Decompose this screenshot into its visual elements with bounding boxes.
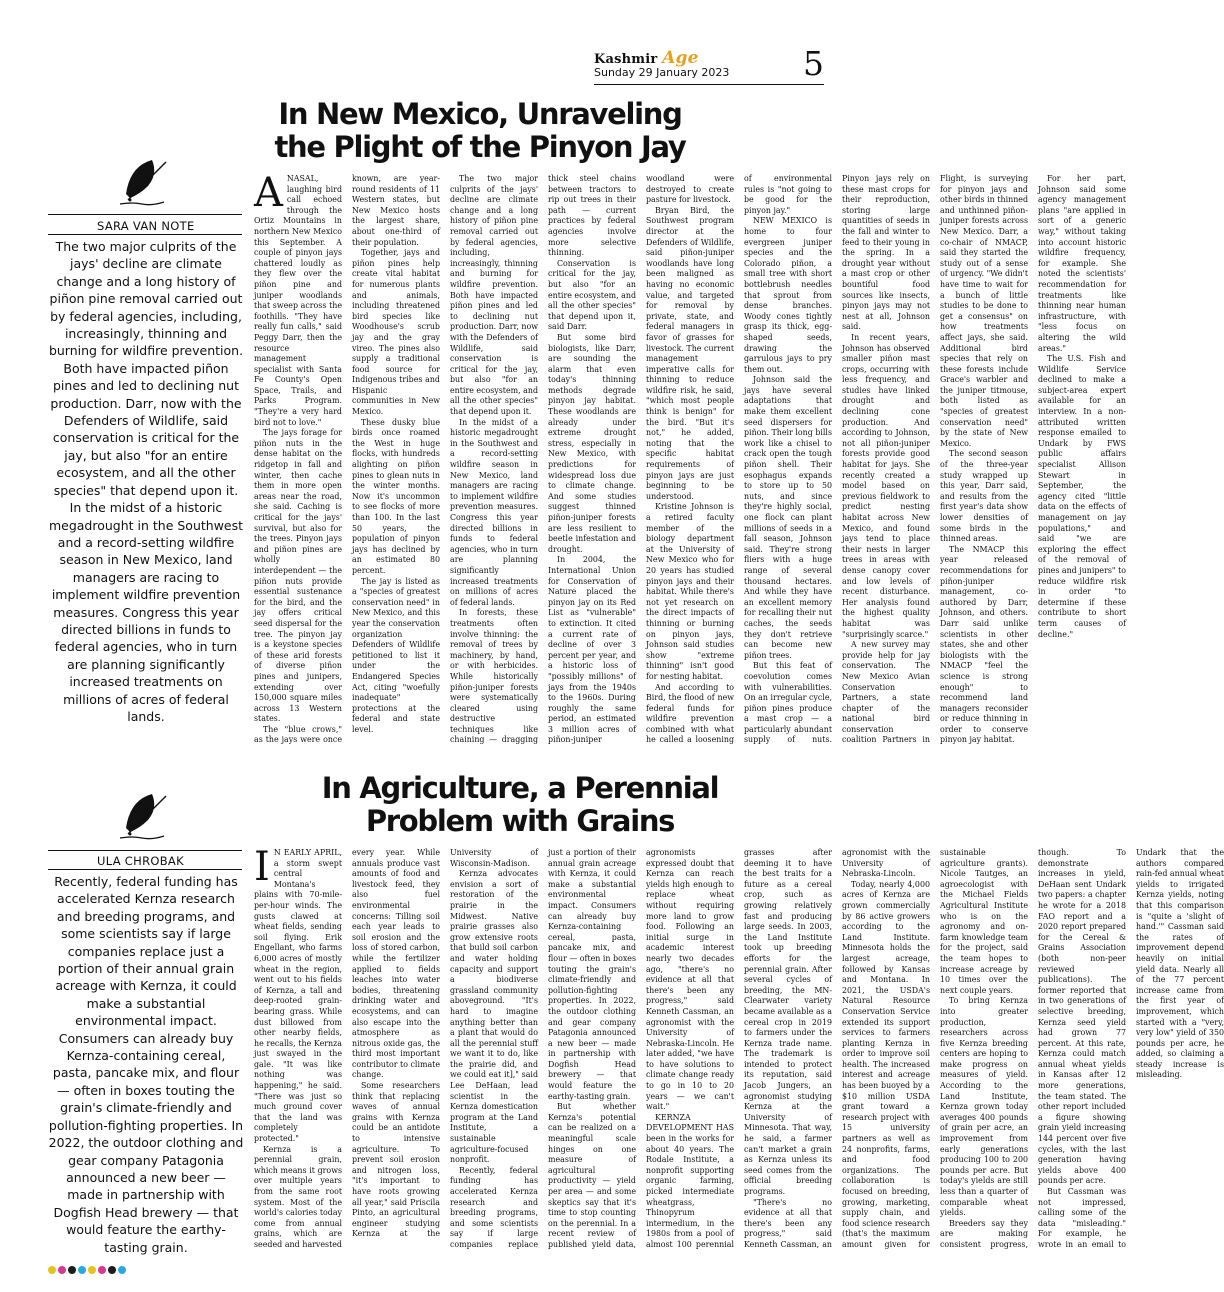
story1-paragraph: The U.S. Fish and Wildlife Service declined to make a subject-area expert available for an interview. In a non-attributed written response emailed to Undark by FWS public affairs specialist Allison Stewart in September, the agency cited "little data on the effects of management on jay populations," and said "we are exploring the effect of the removal of pines and junipers" to reduce wildfire risk in order "to determine if these contribute to short term causes of decline." — [1038, 354, 1126, 639]
story1-paragraph: Together, jays and piñon pines help create vital habitat for numerous plants and animals, including threatened bird species like Woodhouse's scrub jay and the gray vireo. The pines also supply a traditional food source for Indigenous tribes and Hispanic communities in New Mexico. — [352, 248, 440, 417]
page-number: 5 — [803, 44, 824, 83]
story1-paragraph: Kristine Johnson is a retired faculty member of the biology department at the University of New Mexico who for 20 years has studied pinyon jays and their habitat. While there's not yet research on the direct impacts of thinning or burning on pinyon jays, Johnson said studies show "extreme thinning" isn't good for nesting habitat. — [646, 502, 734, 681]
story2-pullquote: Recently, federal funding has accelerated Kernza research and breeding programs, and some scientists say if large companies replace just a portion of their annual grain acreage with Kernza, it could make a substantial environmental impact. Consumers can already buy Kernza-containing cereal, pasta, pancake mix, and flour — often in boxes touting the grain's climate-friendly and pollution-fighting properties. In 2022, the outdoor clothing and gear company Patagonia announced a new beer — made in partnership with Dogfish Head brewery — that would feature the earthy-tasting grain. — [48, 874, 244, 1255]
story1-paragraph: In forests, these treatments often involve thinning: the removal of trees by machinery, by hand, or with herbicides. While historically piñon-juniper forests were systematically cleared using destructive techniques like chaining — dragging thick steel chains between tractors to rip out trees in their path — current practices by federal agencies involve more selective thinning. — [450, 174, 636, 745]
story1-paragraph: For her part, Johnson said some agency management plans "are applied in sort of a generic way," without taking into account historic wildfire frequency, for example. She noted the scientists' recommendation for treatments like thinning near human infrastructure, with "less focus on altering the wild areas." — [1038, 174, 1126, 353]
story1-paragraph: Johnson said the jays have several adaptations that make them excellent seed dispersers for piñon. Their long bills work like a chisel to crack open the tough piñon shell. Their esophagus expands to store up to 50 nuts, and since they're highly social, one flock can plant millions of seeds in a fall season, Johnson said. They're strong fliers with a huge range of several thousand hectares. And while they have an excellent memory for recalling their nut caches, the seeds they don't retrieve can become new piñon trees. — [744, 375, 832, 660]
story2-headline-line1: In Agriculture, a Perennial — [321, 771, 719, 805]
story2-paragraph: I N EARLY APRIL, a storm swept central Montana's plains with 70-mile-per-hour winds. The gusts clawed at wheat fields, sending soil flying. Erik Engellant, who farms 6,000 acres of mostly wheat in the region, went out to his fields of Kernza, a tall and deep-rooted grain-bearing grass. While dust billowed from other nearby fields, he recalls, the Kernza just swayed in the gale. "It was like nothing was happening," he said. "There was just so much ground cover that the land was completely protected." — [254, 844, 342, 1144]
brand-logo — [594, 48, 699, 68]
story1-paragraph: The "blue crows," as the jays were once known, are year-round residents of 11 Western states, but New Mexico hosts the largest share, about one-third of their population. — [254, 174, 440, 745]
story2-author-rule-top — [48, 850, 242, 851]
story1-paragraph: NEW MEXICO is home to four evergreen juniper species and the Colorado piñon, a small tree with short bottlebrush needles that sprout from dense branches. Woody cones tightly grasp its thick, egg-shaped seeds, drawing the garrulous jays to pry them out. — [744, 216, 832, 374]
story1-paragraph: The second season of the three-year study wrapped up this year, Darr said, and results from the first year's data show lower densities of some birds in the thinned areas. — [940, 449, 1028, 544]
story1-pullquote: The two major culprits of the jays' decline are climate change and a long history of piñon pine removal carried out by federal agencies, including, increasingly, thinning and burning for wildfire prevention. Both have impacted piñon pines and led to declining nut production. Darr, now with the Defenders of Wildlife, said conservation is critical for the jay, but also "for an entire ecosystem, and all the other species" that depend upon it. In the midst of a historic megadrought in the Southwest and a record-setting wildfire season in New Mexico, land managers are racing to implement wildfire prevention measures. Congress this year directed billions in funds to federal agencies, who in turn are planning significantly increased treatments on millions of acres of federal lands. — [48, 239, 244, 724]
story1-body — [254, 170, 1126, 750]
story1-headline-line1: In New Mexico, Unraveling — [278, 97, 682, 131]
story1-paragraph: In the midst of a historic megadrought in the Southwest and a record-setting wildfire season in New Mexico, land managers are racing to implement wildfire prevention measures. Congress this year directed billions in funds to federal agencies, who in turn are planning significantly increased treatments on millions of acres of federal lands. — [450, 417, 538, 607]
story2-headline — [260, 772, 780, 839]
story2-paragraph: Recently, federal funding has accelerated Kernza research and breeding programs, and some scientists say if large companies replace just a portion of their annual grain acreage with Kernza, it could make a substantial environmental impact. Consumers can already buy Kernza-containing cereal, pasta, pancake mix, and flour — often in boxes touting the grain's climate-friendly and pollution-fighting properties. In 2022, the outdoor clothing and gear company Patagonia announced a new beer — made in partnership with Dogfish Head brewery — that would feature the earthy-tasting grain. — [450, 848, 636, 1249]
story1-author-rule-bottom — [48, 234, 242, 235]
story1-paragraph: The NMACP this year released recommendations for piñon-juniper management, co-authored by Darr, Johnson, and others. Darr said unlike scientists in other states, she and other biologists with the NMACP "feel the science is strong enough" to recommend land managers reconsider or reduce thinning in order to conserve pinyon jay habitat. — [940, 544, 1028, 745]
story1-paragraph: But some bird biologists, like Darr, are sounding the alarm that even today's thinning methods degrade pinyon jay habitat. These woodlands are already under extreme drought stress, especially in New Mexico, with predictions for widespread loss due to climate change. And some studies suggest thinned piñon-juniper forests are less resilient to beetle infestation and drought. — [548, 332, 636, 554]
story1-paragraph: In recent years, Johnson has observed smaller piñon mast crops, occurring with less frequency, and studies have linked drought and declining cone production. And according to Johnson, not all piñon-juniper forests provide good habitat for jays. She recently created a model based on previous fieldwork to predict nesting habitat across New Mexico, and found jays tend to place their nests in larger trees in areas with dense canopy cover and low levels of recent disturbance. Her analysis found the highest quality habitat was "surprisingly scarce." — [842, 332, 930, 639]
story1-author-rule-top — [48, 214, 242, 215]
story1-paragraph: A new survey may provide help for jay conservation. The New Mexico Avian Conservation Partners, a state chapter of the national bird conservation coalition Partners in Flight, is surveying for pinyon jays and other birds in thinned and unthinned piñon-juniper forests across New Mexico. Darr, a co-chair of NMACP, said they started the study out of a sense of urgency. "We didn't have time to wait for a bunch of little studies to be done to get a consensus" on how treatments affect jays, she said. Additional bird species that rely on these forests include Grace's warbler and the juniper titmouse, both listed as "species of greatest conservation need" by the state of New Mexico. — [842, 174, 1029, 745]
story1-paragraph: Bryan Bird, the Southwest program director at the Defenders of Wildlife, said piñon-juniper woodlands have long been maligned as having no economic value, and targeted for removal by private, state, and federal managers in favor of grasses for livestock. The current management imperative calls for thinning to reduce wildfire risk, he said, "which most people think is benign" for the bird. "But it's not," he added, noting that the specific habitat requirements of pinyon jays are just beginning to be understood. — [646, 205, 734, 501]
quill-pen-icon — [118, 154, 178, 206]
story1-headline-line2: the Plight of the Pinyon Jay — [274, 130, 686, 165]
registration-dot — [88, 1266, 96, 1274]
story2-paragraph: "There's no evidence at all that there's been any progress," said Kenneth Cassman, an agronomist with the University of Nebraska-Lincoln. — [744, 848, 930, 1249]
story2-paragraph: But Cassman was not impressed, calling some of the data "misleading." For example, he wrote in an email to Undark that the authors compared rain-fed annual wheat yields to irrigated Kernza yields, noting that this comparison is "quite a 'slight of hand.'" Cassman said the rates of improvement depend heavily on initial yield data. Nearly all of the 77 percent increase came from the first year of improvement, which started with a "very, very low" yield of 350 pounds per acre, he added, so claiming a steady increase is misleading. — [1038, 848, 1224, 1249]
registration-dot — [58, 1266, 66, 1274]
story2-paragraph: To bring Kernza into greater production, researchers across five Kernza breeding centers are hoping to make progress on measures of yield. According to the Land Institute, Kernza grown today averages 400 pounds of grain per acre, an improvement from early generations producing 100 to 200 pounds per acre. But today's yields are still less than a quarter of comparable wheat yields. — [940, 996, 1028, 1218]
masthead — [594, 44, 824, 86]
story1-paragraph: These dusky blue birds once roamed the West in huge flocks, with hundreds alighting on piñon pines to glean nuts in the winter months. Now it's uncommon to see flocks of more than 100. In the last 50 years, the population of pinyon jays has declined by an estimated 80 percent. — [352, 417, 440, 575]
color-registration-dots — [48, 1266, 126, 1274]
story2-paragraph: Kernza advocates envision a sort of restoration of the prairie in the Midwest. Native prairie grasses also grow extensive roots that build soil carbon and water holding capacity and support a biodiverse grassland community aboveground. "It's hard to imagine anything better than a plant that would do all the perennial stuff we want it to do, like the prairie did, and we could eat it]," said Lee DeHaan, lead scientist in the Kernza domestication program at the Land Institute, a sustainable agriculture-focused nonprofit. — [450, 869, 538, 1165]
issue-date: Sunday 29 January 2023 — [594, 66, 730, 79]
story1-paragraph: The jays forage for piñon nuts in the dense habitat on the ridgetop in fall and winter, then cache them in more open areas near the road, she said. Caching is critical for the jays' survival, but also for the trees. Pinyon jays and piñon pines are wholly interdependent — the piñon nuts provide essential sustenance for the bird, and the jay offers critical seed dispersal for the tree. The pinyon jay is a keystone species of these arid forests of diverse piñon pines and junipers, extending over 150,000 square miles across 13 Western states. — [254, 428, 342, 724]
brand-accent: Age — [662, 48, 699, 68]
story1-paragraph: And according to Bird, the flood of new federal funds for wildfire prevention combined with what he called a loosening of environmental rules is "not going to be good for the pinyon jay." — [646, 174, 832, 745]
registration-dot — [118, 1266, 126, 1274]
story1-author: SARA VAN NOTE — [97, 219, 195, 233]
story1-headline — [220, 98, 740, 165]
story2-paragraph: Some researchers think that replacing waves of annual grains with Kernza could be an antidote to intensive agriculture. To prevent soil erosion and nitrogen loss, "it's important to have roots growing all year," said Priscila Pinto, an agricultural engineer studying Kernza at the University of Wisconsin-Madison. — [352, 848, 538, 1239]
registration-dot — [78, 1266, 86, 1274]
story1-paragraph: ANASAL, laughing bird call echoed through the Ortiz Mountains in northern New Mexico this September. A couple of pinyon jays chattered loudly as they flew over the piñon pine and juniper woodlands that sweep across the foothills. "They have really fun calls," said Peggy Darr, then the resource management specialist with Santa Fe County's Open Space, Trails, and Parks Program. "They're a very hard bird not to love." — [254, 170, 342, 427]
registration-dot — [68, 1266, 76, 1274]
brand-main: Kashmir — [594, 52, 663, 67]
story1-dropcap: A — [254, 170, 283, 216]
registration-dot — [98, 1266, 106, 1274]
registration-dot — [108, 1266, 116, 1274]
story2-paragraph: Kernza is a perennial grain, which means it grows over multiple years from the same root system. Most of the world's calories today come from annual grains, which are seeded and harvested every year. While annuals produce vast amounts of food and livestock feed, they also fuel environmental concerns: Tilling soil each year leads to soil erosion and the loss of stored carbon, while the fertilizer applied to fields leaches into water bodies, threatening drinking water and ecosystems, and can also escape into the atmosphere as nitrous oxide gas, the third most important contributor to climate change. — [254, 848, 440, 1249]
story2-paragraph: Breeders say they are making consistent progress, though. To demonstrate increases in yield, DeHaan sent Undark two papers: a chapter he wrote for a 2018 FAO report and a 2020 report prepared for the Cereal & Grains Association (both non-peer reviewed publications). The former reported that in two generations of selective breeding, Kernza seed yield had grown 77 percent. At this rate, Kernza could match annual wheat yields in Kansas after 12 more generations, the team stated. The other report included a figure showing grain yield increasing 144 percent over five cycles, with the last generation having yields above 400 pounds per acre. — [940, 848, 1126, 1249]
story2-headline-line2: Problem with Grains — [365, 804, 675, 839]
story1-paragraph: The two major culprits of the jays' decline are climate change and a long history of piñon pine removal carried out by federal agencies, including, increasingly, thinning and burning for wildfire prevention. Both have impacted piñon pines and led to declining nut production. Darr, now with the Defenders of Wildlife, said conservation is critical for the jay, but also "for an entire ecosystem, and all the other species" that depend upon it. — [450, 174, 538, 417]
story1-paragraph: In 2004, the International Union for Conservation of Nature placed the pinyon jay on its Red List as "vulnerable" to extinction. It cited a current rate of decline of over 3 percent per year, and a historic loss of "possibly millions" of jays from the 1940s to the 1960s. During roughly the same period, an estimated 3 million acres of piñon-juniper woodland were destroyed to create pasture for livestock. — [548, 174, 734, 745]
story2-paragraph: But whether Kernza's potential can be realized on a meaningful scale hinges on one measure of agricultural productivity — yield per area — and some skeptics say that it's time to stop counting on the perennial. In a recent review of published yield data, agronomists expressed doubt that Kernza can reach yields high enough to replace wheat without requiring more land to grow food. Following an initial surge in academic interest nearly two decades ago, "there's no evidence at all that there's been any progress," said Kenneth Cassman, an agronomist with the University of Nebraska-Lincoln. He later added, "we have to have solutions to climate change ready to go in 10 to 20 years — we can't wait." — [548, 848, 734, 1249]
story2-dropcap: I — [254, 844, 270, 890]
story2-paragraph: Today, nearly 4,000 acres of Kernza are grown commercially by 86 active growers according to the Land Institute. Minnesota holds the largest acreage, followed by Kansas and Montana. In 2021, the USDA's Natural Resource Conservation Service extended its support services to farmers planting Kernza in order to improve soil health. The increased interest and acreage has been buoyed by a $10 million USDA grant toward a research project with 15 university partners as well as 24 nonprofits, farms, and food organizations. The collaboration is focused on breeding, growing, marketing, supply chain, and food science research (that's the maximum amount given for sustainable agriculture grants). Nicole Tautges, an agroecologist with the Michael Fields Agricultural Institute who is on the agronomy and on-farm knowledge team for the project, said the team hopes to increase acreage by 10 times over the next couple years. — [842, 848, 1028, 1249]
story1-paragraph: Conservation is critical for the jay, but also "for an entire ecosystem, and all the other species" that depend upon it, said Darr. — [548, 258, 636, 332]
masthead-divider — [594, 84, 824, 85]
story2-paragraph: KERNZA DEVELOPMENT HAS been in the works for about 40 years. The Rodale Institute, a nonprofit supporting organic farming, picked intermediate wheatgrass, Thinopyrum intermedium, in the 1980s from a pool of almost 100 perennial grasses after deeming it to have the best traits for a future as a cereal crop, such as growing relatively fast and producing large seeds. In 2003, the Land Institute took up breeding efforts for the perennial grain. After several cycles of breeding, the MN-Clearwater variety became available as a cereal crop in 2019 to farmers under the Kernza trade name. The trademark is intended to protect its reputation, said Jacob Jungers, an agronomist studying Kernza at the University of Minnesota. That way, he said, a farmer can't market a grain as Kernza unless its seed comes from the official breeding programs. — [646, 848, 832, 1249]
story1-paragraph: But this feat of coevolution comes with vulnerabilities. On an irregular cycle, piñon pines produce a mast crop — a particularly abundant supply of nuts. Pinyon jays rely on these mast crops for their reproduction, storing large quantities of seeds in the fall and winter to feed to their young in the spring. In a drought year without a mast crop or other bountiful food sources like insects, pinyon jays may not nest at all, Johnson said. — [744, 174, 930, 745]
story2-author-rule-bottom — [48, 869, 242, 870]
story2-author: ULA CHROBAK — [97, 854, 184, 868]
story2-body — [254, 844, 1224, 1254]
story1-paragraph: The jay is listed as a "species of greatest conservation need" in New Mexico, and this year the conservation organization Defenders of Wildlife petitioned to list it under the Endangered Species Act, citing "woefully inadequate" protections at the federal and state level. — [352, 576, 440, 734]
registration-dot — [48, 1266, 56, 1274]
quill-pen-icon — [118, 788, 178, 840]
